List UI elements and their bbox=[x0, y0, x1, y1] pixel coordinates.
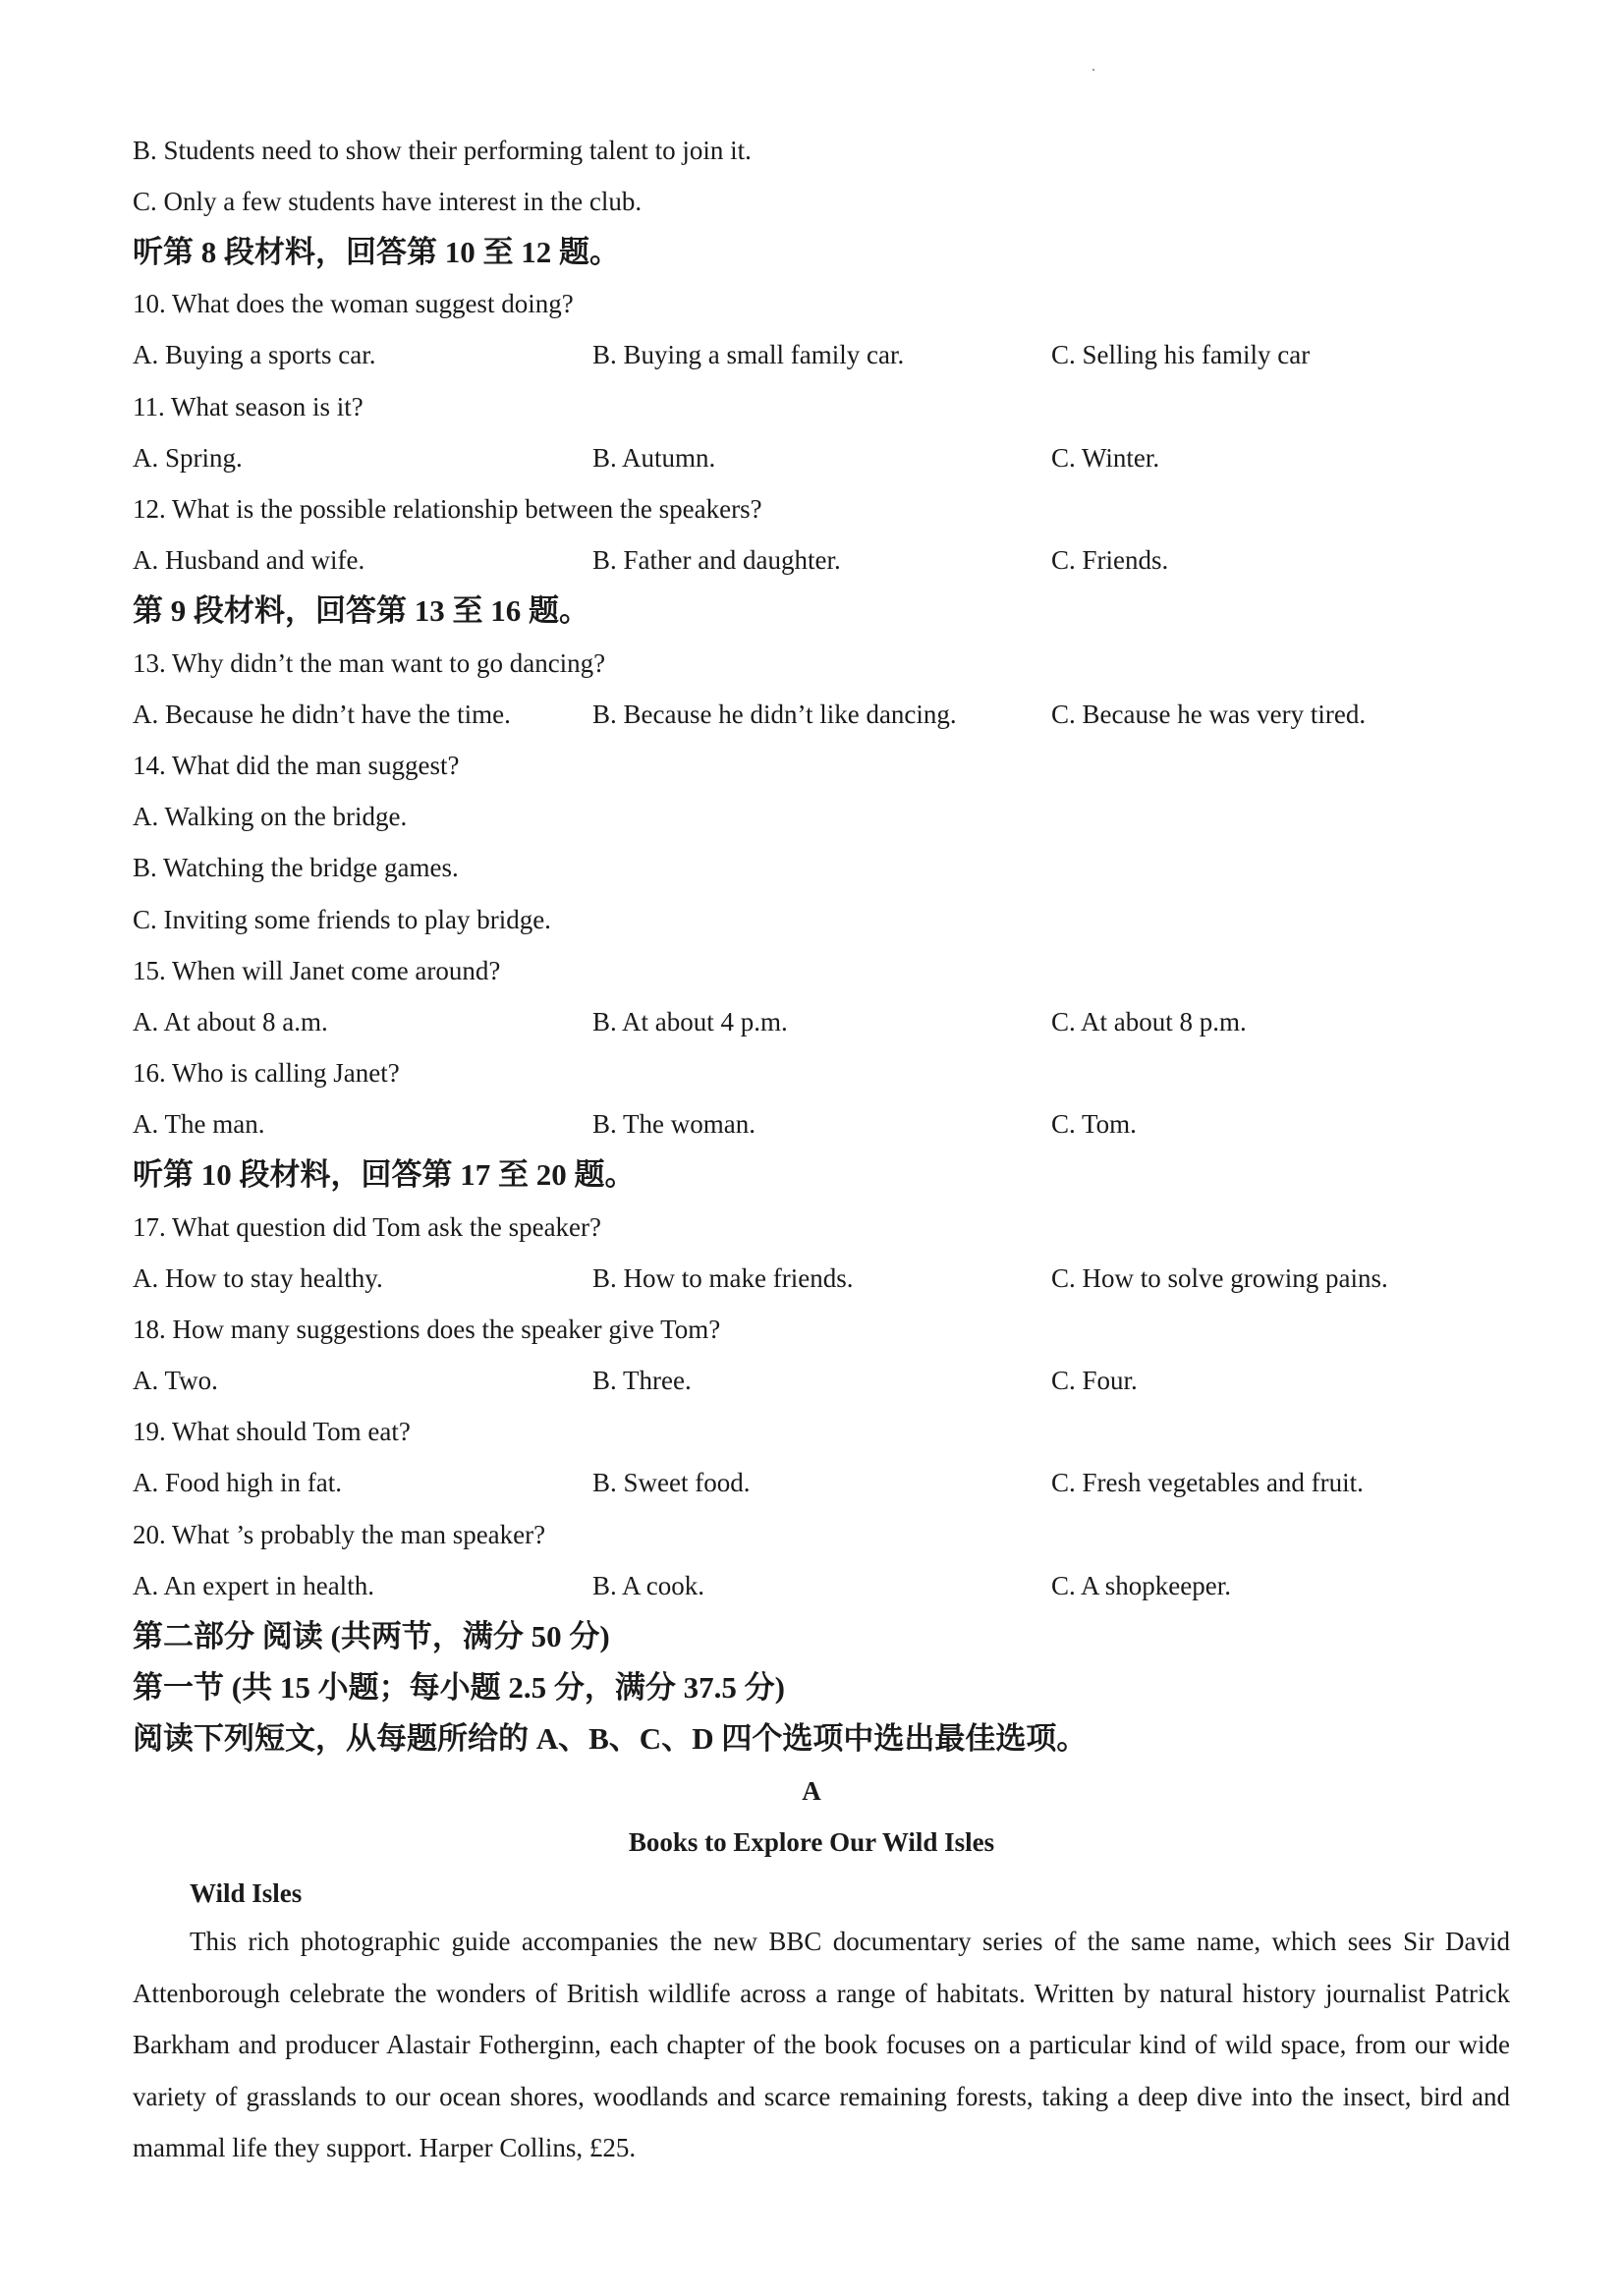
option-a: A. Buying a sports car. bbox=[133, 340, 376, 369]
option-a: A. Because he didn’t have the time. bbox=[133, 700, 511, 729]
section-heading: 听第 10 段材料，回答第 17 至 20 题。 bbox=[133, 1157, 636, 1192]
section-heading: 第一节 (共 15 小题；每小题 2.5 分，满分 37.5 分) bbox=[133, 1670, 785, 1705]
option-c: C. How to solve growing pains. bbox=[1051, 1263, 1388, 1293]
option-a: A. Food high in fat. bbox=[133, 1468, 342, 1497]
instructions: 阅读下列短文，从每题所给的 A、B、C、D 四个选项中选出最佳选项。 bbox=[133, 1721, 1088, 1756]
passage-letter: A bbox=[802, 1776, 821, 1806]
option-c: C. Tom. bbox=[1051, 1109, 1137, 1139]
option-a: A. Two. bbox=[133, 1366, 218, 1395]
option-b: B. Autumn. bbox=[592, 443, 716, 473]
part-heading: 第二部分 阅读 (共两节，满分 50 分) bbox=[133, 1619, 610, 1653]
option-c: C. Winter. bbox=[1051, 443, 1160, 473]
option-c: C. Because he was very tired. bbox=[1051, 700, 1367, 729]
option-c: C. Selling his family car bbox=[1051, 340, 1311, 369]
option-b: B. How to make friends. bbox=[592, 1263, 854, 1293]
option-b: B. A cook. bbox=[592, 1571, 705, 1600]
question: 16. Who is calling Janet? bbox=[133, 1058, 400, 1088]
question: 12. What is the possible relationship between the speakers? bbox=[133, 494, 762, 524]
option-b: B. The woman. bbox=[592, 1109, 756, 1139]
option-a: A. Spring. bbox=[133, 443, 243, 473]
scan-speck bbox=[1092, 69, 1094, 71]
question: 15. When will Janet come around? bbox=[133, 956, 501, 985]
option-c: C. Inviting some friends to play bridge. bbox=[133, 905, 551, 934]
option-a: A. The man. bbox=[133, 1109, 265, 1139]
option-line: C. Only a few students have interest in the club. bbox=[133, 187, 643, 216]
option-a: A. Walking on the bridge. bbox=[133, 802, 408, 831]
option-c: C. Friends. bbox=[1051, 545, 1169, 575]
option-a: A. How to stay healthy. bbox=[133, 1263, 383, 1293]
section-heading: 第 9 段材料，回答第 13 至 16 题。 bbox=[133, 593, 589, 628]
option-b: B. Buying a small family car. bbox=[592, 340, 905, 369]
question: 20. What ’s probably the man speaker? bbox=[133, 1520, 546, 1549]
option-c: C. Four. bbox=[1051, 1366, 1138, 1395]
option-line: B. Students need to show their performing talent to join it. bbox=[133, 136, 752, 165]
option-c: C. A shopkeeper. bbox=[1051, 1571, 1231, 1600]
question: 17. What question did Tom ask the speaker? bbox=[133, 1212, 602, 1242]
option-c: C. At about 8 p.m. bbox=[1051, 1007, 1247, 1036]
option-a: A. An expert in health. bbox=[133, 1571, 374, 1600]
question: 18. How many suggestions does the speaker give Tom? bbox=[133, 1315, 721, 1344]
option-b: B. Watching the bridge games. bbox=[133, 853, 459, 882]
question: 19. What should Tom eat? bbox=[133, 1417, 411, 1446]
question: 13. Why didn’t the man want to go dancing? bbox=[133, 648, 606, 678]
option-c: C. Fresh vegetables and fruit. bbox=[1051, 1468, 1364, 1497]
option-b: B. Sweet food. bbox=[592, 1468, 751, 1497]
option-b: B. Because he didn’t like dancing. bbox=[592, 700, 957, 729]
option-b: B. Three. bbox=[592, 1366, 692, 1395]
option-b: B. At about 4 p.m. bbox=[592, 1007, 788, 1036]
question: 14. What did the man suggest? bbox=[133, 751, 460, 780]
passage-title: Books to Explore Our Wild Isles bbox=[628, 1827, 995, 1857]
option-a: A. At about 8 a.m. bbox=[133, 1007, 328, 1036]
question: 11. What season is it? bbox=[133, 392, 364, 421]
section-heading: 听第 8 段材料，回答第 10 至 12 题。 bbox=[133, 235, 620, 269]
book-description: This rich photographic guide accompanies the new BBC documentary series of the same name, which sees Sir David Attenborough celebrate the wonders of British wildlife across a range of habitats. Written by natural history journalist Patrick Barkham and producer Alastair Fotherginn, each chapter of the book focuses on a particular kind of wild space, from our wide variety of grasslands to our ocean shores, woodlands and scarce remaining forests, taking a deep dive into the insect, bird and mammal life they support. Harper Collins, £25. bbox=[133, 1927, 1510, 2162]
question: 10. What does the woman suggest doing? bbox=[133, 289, 574, 318]
option-b: B. Father and daughter. bbox=[592, 545, 841, 575]
option-a: A. Husband and wife. bbox=[133, 545, 365, 575]
book-title: Wild Isles bbox=[190, 1878, 303, 1908]
